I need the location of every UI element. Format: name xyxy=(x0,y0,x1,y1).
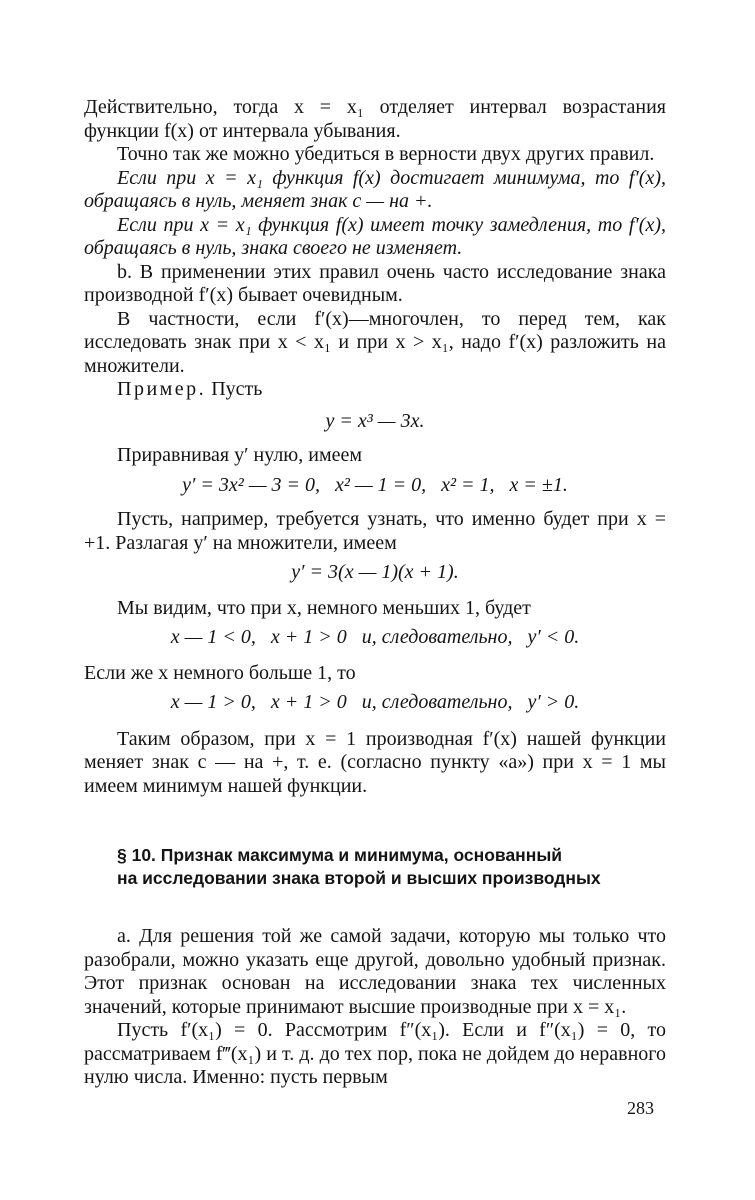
section-heading xyxy=(84,844,666,890)
page-body xyxy=(84,96,666,1090)
formula-function: y = x³ — 3x. xyxy=(325,409,425,432)
section-heading-line-2: на исследовании знака второй и высших производных xyxy=(117,868,601,888)
paragraph-less-than: Мы видим, что при x, немного меньших 1, будет xyxy=(117,596,531,619)
formula-factored: y′ = 3(x — 1)(x + 1). xyxy=(291,561,459,583)
paragraph-factor: Пусть, например, требуется узнать, что именно будет при x = +1. Разлагая y′ на множители, имеем xyxy=(84,508,666,554)
paragraph-greater-than: Если же x немного больше 1, то xyxy=(84,661,356,684)
section-heading-line-1: § 10. Признак максимума и минимума, основанный xyxy=(117,845,563,865)
formula-negative: x — 1 < 0, x + 1 > 0 и, следовательно, y′ < 0. xyxy=(170,626,580,648)
example-label: Пример. xyxy=(117,378,207,400)
paragraph-b: b. В применении этих правил очень часто исследование знака производной f′(x) бывает очевидным. xyxy=(84,260,666,306)
formula-derivative-roots: y′ = 3x² — 3 = 0, x² — 1 = 0, x² = 1, x = ±1. xyxy=(182,473,568,496)
example-text: Пусть xyxy=(211,378,263,400)
rule-minimum: Если при x = x₁ функция f(x) достигает минимума, то f′(x), обращаясь в нуль, меняет знак с — на +. xyxy=(84,166,666,212)
paragraph-1: Действительно, тогда x = x₁ отделяет интервал возрастания функции f(x) от интервала убывания. xyxy=(84,96,666,142)
paragraph-2: Точно так же можно убедиться в верности двух других правил. xyxy=(117,143,655,165)
formula-positive: x — 1 > 0, x + 1 > 0 и, следовательно, y′ > 0. xyxy=(170,691,580,713)
paragraph-polynomial: В частности, если f′(x)—многочлен, то перед тем, как исследовать знак при x < x₁ и при x > x₁, надо f′(x) разложить на множители. xyxy=(84,307,666,377)
paragraph-conclusion: Таким образом, при x = 1 производная f′(x) нашей функции меняет знак с — на +, т. е. (согласно пункту «a») при x = 1 мы имеем минимум нашей функции. xyxy=(84,727,666,797)
rule-inflection: Если при x = x₁ функция f(x) имеет точку замедления, то f′(x), обращаясь в нуль, знака своего не изменяет. xyxy=(84,213,666,259)
paragraph-a: a. Для решения той же самой задачи, которую мы только что разобрали, можно указать еще другой, довольно удобный признак. Этот признак основан на исследовании знака тех численных значений, которые принимают высшие производные при x = x₁. xyxy=(84,925,666,1018)
paragraph-higher-derivatives: Пусть f′(x₁) = 0. Рассмотрим f″(x₁). Если и f″(x₁) = 0, то рассматриваем f‴(x₁) и т. д. до тех пор, пока не дойдем до неравного нулю числа. Именно: пусть первым xyxy=(84,1019,666,1088)
page-number: 283 xyxy=(627,1098,654,1118)
paragraph-equate: Приравнивая y′ нулю, имеем xyxy=(117,444,363,466)
example-intro xyxy=(84,378,666,402)
